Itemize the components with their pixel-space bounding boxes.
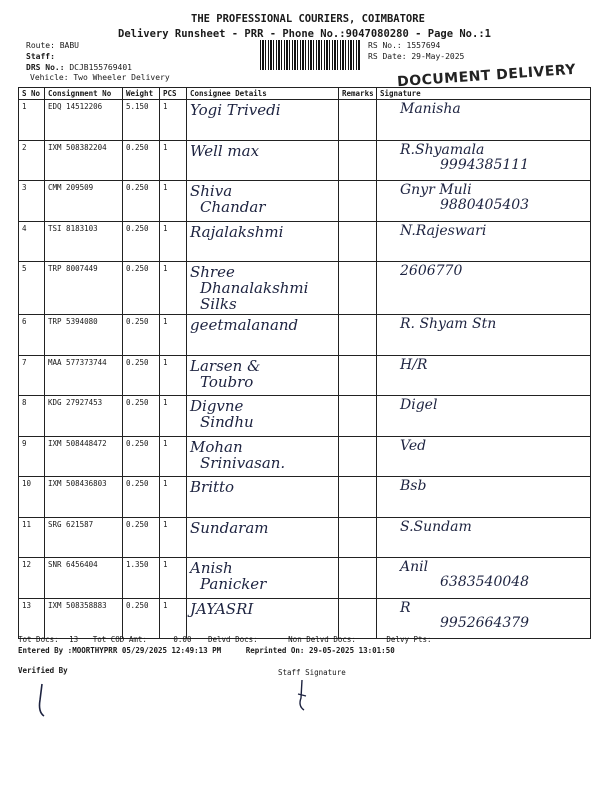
reprinted-value: 29-05-2025 13:01:50 <box>308 646 395 655</box>
table-row <box>19 140 591 181</box>
table-row <box>19 517 591 558</box>
row-remarks <box>339 181 377 222</box>
entered-value: MOORTHYPRR 05/29/2025 12:49:13 PM <box>72 646 222 655</box>
row-pcs: 1 <box>160 100 187 141</box>
vehicle-value: Two Wheeler Delivery <box>73 73 170 82</box>
row-consignee <box>187 436 339 477</box>
receiver-phone: 9994385111 <box>440 156 530 173</box>
col-consignee: Consignee Details <box>187 88 339 100</box>
row-pcs: 1 <box>160 517 187 558</box>
table-row <box>19 436 591 477</box>
row-sno: 5 <box>19 262 45 315</box>
row-weight: 0.250 <box>123 598 160 639</box>
row-sno: 11 <box>19 517 45 558</box>
row-remarks <box>339 315 377 356</box>
consignee-handwriting: Mohan <box>190 437 243 456</box>
col-sno: S No <box>19 88 45 100</box>
table-row <box>19 315 591 356</box>
row-remarks <box>339 598 377 639</box>
col-remarks: Remarks <box>339 88 377 100</box>
receiver-signature: Manisha <box>400 101 461 117</box>
consignee-handwriting: Larsen & <box>190 356 261 375</box>
row-consignee <box>187 355 339 396</box>
route-row <box>26 41 79 50</box>
row-sno: 6 <box>19 315 45 356</box>
col-signature: Signature <box>377 88 591 100</box>
consignee-handwriting-line2: Panicker <box>200 575 267 593</box>
consignee-handwriting: Well max <box>190 141 260 160</box>
row-weight: 0.250 <box>123 140 160 181</box>
table-row <box>19 598 591 639</box>
receiver-phone: 9952664379 <box>440 614 530 631</box>
table-header-row <box>19 88 591 100</box>
row-pcs: 1 <box>160 315 187 356</box>
row-sno: 4 <box>19 221 45 262</box>
consignee-handwriting-line2: Dhanalakshmi Silks <box>200 279 309 313</box>
receiver-signature: N.Rajeswari <box>400 222 487 239</box>
vehicle-label: Vehicle: <box>30 73 69 82</box>
row-consignment-no: IXM 508436803 <box>45 477 123 518</box>
runsheet-table <box>18 87 591 639</box>
row-pcs: 1 <box>160 558 187 599</box>
row-signature <box>377 100 591 141</box>
row-remarks <box>339 517 377 558</box>
row-consignment-no: IXM 508382204 <box>45 140 123 181</box>
company-title: THE PROFESSIONAL COURIERS, COIMBATORE <box>191 13 425 25</box>
receiver-signature: R.Shyamala <box>400 141 485 158</box>
route-value: BABU <box>59 41 79 50</box>
consignee-handwriting-line2: Toubro <box>200 372 254 391</box>
row-weight: 0.250 <box>123 262 160 315</box>
receiver-signature: Ved <box>400 437 427 454</box>
row-consignee <box>187 140 339 181</box>
rs-no-value: 1557694 <box>406 41 441 50</box>
receiver-signature: R <box>400 599 411 616</box>
receiver-signature: R. Shyam Stn <box>400 316 497 332</box>
row-signature <box>377 436 591 477</box>
consignee-handwriting: JAYASRI <box>190 599 254 618</box>
consignee-handwriting-line2: Sindhu <box>200 413 254 431</box>
delvy-pts-label: Delvy Pts: <box>386 635 432 644</box>
row-signature <box>377 262 591 315</box>
row-signature <box>377 315 591 356</box>
row-consignment-no: EDQ 14512206 <box>45 100 123 141</box>
row-pcs: 1 <box>160 436 187 477</box>
row-consignment-no: CMM 209509 <box>45 181 123 222</box>
row-consignment-no: TRP 5394080 <box>45 315 123 356</box>
row-pcs: 1 <box>160 221 187 262</box>
row-signature <box>377 517 591 558</box>
consignee-handwriting: Shiva <box>190 182 233 200</box>
staff-signature-mark <box>292 676 312 716</box>
cod-value: 0.00 <box>173 635 192 644</box>
row-pcs: 1 <box>160 598 187 639</box>
consignee-handwriting: Rajalakshmi <box>190 222 284 241</box>
rs-date-value: 29-May-2025 <box>411 52 465 61</box>
row-weight: 0.250 <box>123 517 160 558</box>
row-sno: 13 <box>19 598 45 639</box>
row-sno: 3 <box>19 181 45 222</box>
table-row <box>19 477 591 518</box>
row-remarks <box>339 355 377 396</box>
row-consignee <box>187 598 339 639</box>
row-weight: 0.250 <box>123 181 160 222</box>
row-weight: 0.250 <box>123 221 160 262</box>
reprinted-label: Reprinted On: <box>245 646 305 655</box>
row-sno: 1 <box>19 100 45 141</box>
vehicle-row <box>30 73 170 82</box>
barcode <box>260 40 360 70</box>
row-remarks <box>339 100 377 141</box>
consignee-handwriting: Digvne <box>190 397 244 415</box>
document-delivery-stamp: DOCUMENT DELIVERY <box>396 61 577 91</box>
receiver-signature: S.Sundam <box>400 518 472 535</box>
row-consignee <box>187 396 339 437</box>
table-row <box>19 355 591 396</box>
route-label: Route: <box>26 41 55 50</box>
drs-value: DCJB155769401 <box>69 63 132 72</box>
row-remarks <box>339 436 377 477</box>
row-sno: 12 <box>19 558 45 599</box>
consignee-handwriting: Britto <box>190 478 235 496</box>
row-remarks <box>339 262 377 315</box>
receiver-signature: Bsb <box>400 478 427 494</box>
row-remarks <box>339 558 377 599</box>
row-remarks <box>339 140 377 181</box>
receiver-signature: H/R <box>400 356 428 373</box>
row-consignment-no: SRG 621587 <box>45 517 123 558</box>
row-consignment-no: TRP 8007449 <box>45 262 123 315</box>
row-pcs: 1 <box>160 477 187 518</box>
row-consignment-no: SNR 6456404 <box>45 558 123 599</box>
col-pcs: PCS <box>160 88 187 100</box>
row-weight: 0.250 <box>123 396 160 437</box>
row-remarks <box>339 221 377 262</box>
row-remarks <box>339 396 377 437</box>
row-signature <box>377 598 591 639</box>
receiver-phone: 9880405403 <box>440 197 530 213</box>
row-signature <box>377 355 591 396</box>
receiver-phone: 6383540048 <box>440 574 530 590</box>
row-sno: 10 <box>19 477 45 518</box>
row-signature <box>377 558 591 599</box>
row-consignment-no: IXM 508448472 <box>45 436 123 477</box>
row-consignee <box>187 558 339 599</box>
tot-docs-label: Tot Docs: <box>18 635 59 644</box>
staff-label: Staff: <box>26 52 55 61</box>
entered-row <box>18 646 395 655</box>
runsheet-subtitle: Delivery Runsheet - PRR - Phone No.:9047080280 - Page No.:1 <box>118 28 491 40</box>
rs-date-label: RS Date: <box>368 52 407 61</box>
receiver-signature: 2606770 <box>400 263 463 279</box>
totals-row <box>18 635 432 644</box>
row-consignment-no: KDG 27927453 <box>45 396 123 437</box>
consignee-handwriting: Anish <box>190 559 233 577</box>
col-consignment: Consignment No <box>45 88 123 100</box>
delvd-label: Delvd Docs: <box>207 635 258 644</box>
row-pcs: 1 <box>160 396 187 437</box>
staff-signature-label: Staff Signature <box>278 668 346 677</box>
row-consignee <box>187 315 339 356</box>
tot-docs-value: 13 <box>69 635 79 644</box>
row-pcs: 1 <box>160 355 187 396</box>
entered-label: Entered By : <box>18 646 73 655</box>
table-row <box>19 221 591 262</box>
row-weight: 5.150 <box>123 100 160 141</box>
row-remarks <box>339 477 377 518</box>
row-weight: 0.250 <box>123 477 160 518</box>
consignee-handwriting: Yogi Trivedi <box>190 101 281 119</box>
row-consignment-no: MAA 577373744 <box>45 355 123 396</box>
row-pcs: 1 <box>160 140 187 181</box>
row-signature <box>377 477 591 518</box>
table-row <box>19 558 591 599</box>
table-row <box>19 181 591 222</box>
receiver-signature: Anil <box>400 559 429 575</box>
receiver-signature: Digel <box>400 397 438 413</box>
row-consignee <box>187 181 339 222</box>
receiver-signature: Gnyr Muli <box>400 182 472 198</box>
row-pcs: 1 <box>160 181 187 222</box>
table-row <box>19 262 591 315</box>
row-signature <box>377 181 591 222</box>
consignee-handwriting-line2: Srinivasan. <box>200 453 286 472</box>
row-sno: 7 <box>19 355 45 396</box>
verified-by-label: Verified By <box>18 666 68 675</box>
row-consignee <box>187 221 339 262</box>
row-weight: 0.250 <box>123 355 160 396</box>
row-signature <box>377 140 591 181</box>
consignee-handwriting: geetmalanand <box>190 316 299 334</box>
consignee-handwriting-line2: Chandar <box>200 198 266 216</box>
row-pcs: 1 <box>160 262 187 315</box>
table-row <box>19 396 591 437</box>
non-delvd-label: Non Delvd Docs: <box>288 635 356 644</box>
row-sno: 9 <box>19 436 45 477</box>
rs-date-row <box>368 52 464 61</box>
rs-no-label: RS No.: <box>368 41 402 50</box>
table-row <box>19 100 591 141</box>
row-consignment-no: IXM 508358883 <box>45 598 123 639</box>
col-weight: Weight <box>123 88 160 100</box>
rs-no-row <box>368 41 440 50</box>
consignee-handwriting: Sundaram <box>190 518 269 537</box>
row-consignee <box>187 262 339 315</box>
row-consignee <box>187 477 339 518</box>
consignee-handwriting: Shree <box>190 263 235 281</box>
row-consignment-no: TSI 8183103 <box>45 221 123 262</box>
row-consignee <box>187 517 339 558</box>
row-weight: 0.250 <box>123 436 160 477</box>
cod-label: Tot COD Amt: <box>92 635 147 644</box>
drs-label: DRS No.: <box>26 63 65 72</box>
row-consignee <box>187 100 339 141</box>
verified-signature-mark <box>30 680 60 720</box>
row-weight: 0.250 <box>123 315 160 356</box>
row-sno: 2 <box>19 140 45 181</box>
drs-row <box>26 63 132 72</box>
row-sno: 8 <box>19 396 45 437</box>
row-weight: 1.350 <box>123 558 160 599</box>
row-signature <box>377 396 591 437</box>
row-signature <box>377 221 591 262</box>
